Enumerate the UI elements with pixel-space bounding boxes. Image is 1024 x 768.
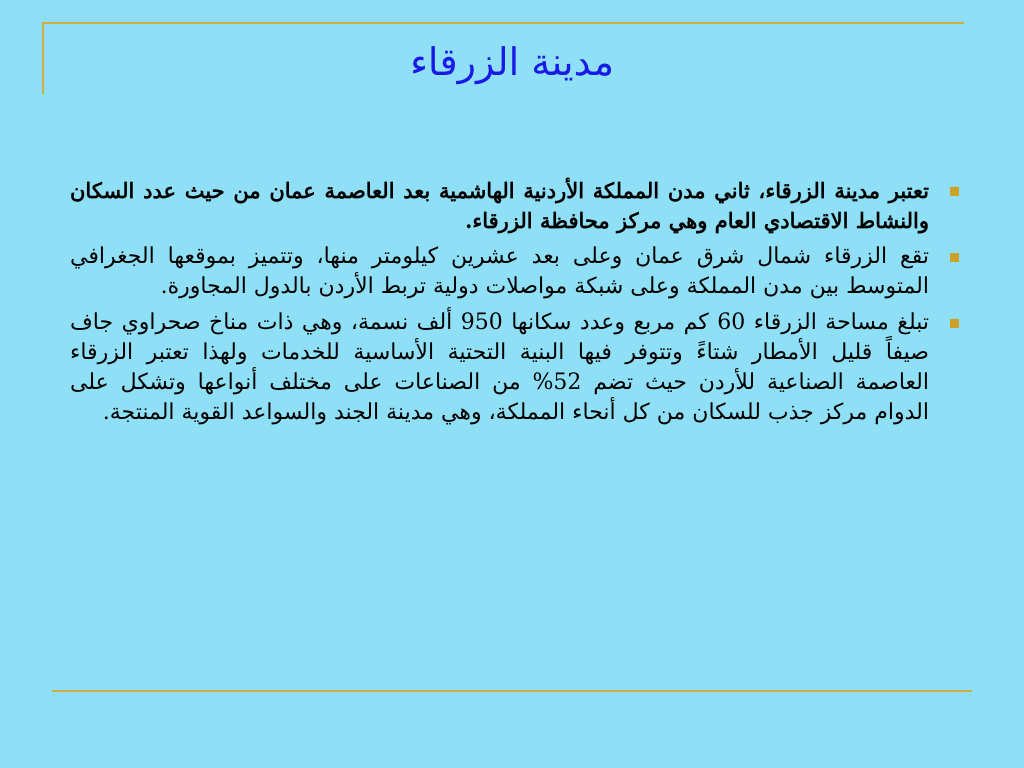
bullet-item-2	[70, 242, 929, 302]
bottom-rule	[52, 690, 972, 692]
bullet-item-1	[70, 176, 929, 236]
square-bullet-icon	[950, 319, 959, 328]
slide-content	[70, 176, 929, 434]
bullet-text-3: تبلغ مساحة الزرقاء 60 كم مربع وعدد سكانها 950 ألف نسمة، وهي ذات مناخ صحراوي جاف صيفاً قليل الأمطار شتاءً وتتوفر فيها البنية التحتية الأساسية للخدمات ولهذا تعتبر الزرقاء العاصمة الصناعية للأردن حيث تضم 52% من الصناعات على مختلف أنواعها وتشكل على الدوام مركز جذب للسكان من كل أنحاء المملكة، وهي مدينة الجند والسواعد القوية المنتجة.	[70, 310, 930, 425]
top-rule	[42, 22, 964, 24]
square-bullet-icon	[950, 253, 959, 262]
left-rule	[42, 22, 44, 94]
slide-title: مدينة الزرقاء	[410, 40, 614, 84]
square-bullet-icon	[950, 187, 959, 196]
bullet-item-3	[70, 308, 929, 428]
bullet-text-2: تقع الزرقاء شمال شرق عمان وعلى بعد عشرين كيلومتر منها، وتتميز بموقعها الجغرافي المتوسط بين مدن المملكة وعلى شبكة مواصلات دولية تربط الأردن بالدول المجاورة.	[70, 244, 929, 299]
bullet-text-1: تعتبر مدينة الزرقاء، ثاني مدن المملكة الأردنية الهاشمية بعد العاصمة عمان من حيث عدد السكان والنشاط الاقتصادي العام وهي مركز محافظة الزرقاء.	[70, 178, 929, 233]
